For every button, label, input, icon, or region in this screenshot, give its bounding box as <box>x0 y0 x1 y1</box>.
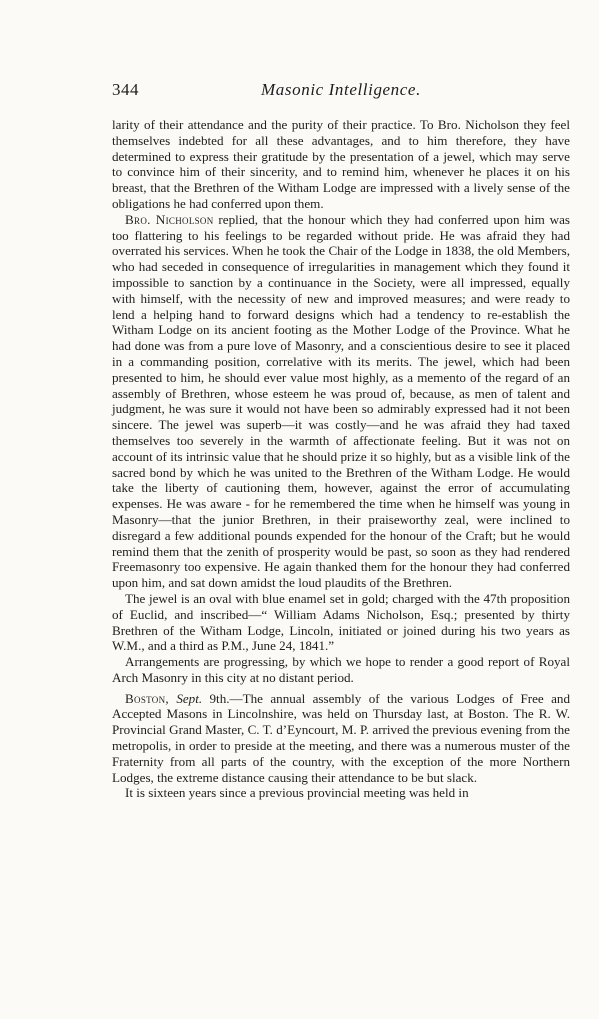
place-heading: Boston, <box>125 690 169 706</box>
paragraph-5 <box>112 691 570 786</box>
speaker-name: Bro. Nicholson <box>125 211 214 227</box>
body-text <box>112 117 570 801</box>
paragraph-2-text: replied, that the honour which they had conferred upon him was too flattering to his feelings to be regarded without pride. He was afraid they had overrated his services. When he took the Chair of the Lodge in 1838, the old Members, who had seceded in consequence of irregularities in management which they found it impossible to sanction by a continuance in the Society, were all impressed, equally with himself, with the necessity of new and improved measures; and were ready to lend a helping hand to forward designs which had a tendency to re-establish the Witham Lodge on its ancient footing as the Mother Lodge of the Province. What he had done was from a pure love of Masonry, and a conscientious desire to see it placed in a commanding position, correlative with its merits. The jewel, which had been presented to him, he should ever value most highly, as a memento of the regard of an assembly of Brethren, whose esteem he was proud of, because, as men of talent and judgment, he was sure it would not have been so admirably expressed had it not been sincere. The jewel was superb—it was costly—and he was afraid they had taxed themselves too severely in the warmth of affectionate feeling. But it was not on account of its intrinsic value that he should prize it so highly, but as a visible link of the sacred bond by which he was united to the Brethren of the Witham Lodge. He would take the liberty of cautioning them, however, against the error of accumulating expenses. He was aware - for he remembered the time when he himself was young in Masonry—that the junior Brethren, in their praiseworthy zeal, were inclined to disregard a few additional pounds expended for the honour of the Craft; but he would remind them that the zenith of prosperity would be past, so soon as they had rendered Freemasonry too expensive. He again thanked them for the honour they had conferred upon him, and sat down amidst the loud plaudits of the Brethren. <box>112 211 570 591</box>
paragraph-4: Arrangements are progressing, by which we hope to render a good report of Royal Arch Masonry in this city at no distant period. <box>112 654 570 685</box>
paragraph-2 <box>112 212 570 591</box>
page-number: 344 <box>112 80 139 99</box>
paragraph-1: larity of their attendance and the purity of their practice. To Bro. Nicholson they feel themselves indebted for all these advantages, and to him therefore, they have determined to express their gratitude by the presentation of a jewel, which may serve to convince him of their sincerity, and to remind him, whenever he places it on his breast, that the Brethren of the Witham Lodge are impressed with a lively sense of the obligations he had conferred upon them. <box>112 117 570 211</box>
paragraph-3: The jewel is an oval with blue enamel set in gold; charged with the 47th proposition of Euclid, and inscribed—“ William Adams Nicholson, Esq.; presented by thirty Brethren of the Witham Lodge, Lincoln, initiated or joined during his two years as W.M., and a third as P.M., June 24, 1841.” <box>112 590 570 654</box>
paragraph-5-text: 9th.—The annual assembly of the various Lodges of Free and Accepted Masons in Lincolnshire, was held on Thursday last, at Boston. The R. W. Provincial Grand Master, C. T. d’Eyncourt, M. P. arrived the previous evening from the metropolis, in order to preside at the meeting, and there was a numerous muster of the Fraternity from all parts of the country, with the exception of the more Northern Lodges, the extreme distance causing their attendance to be but slack. <box>112 690 570 785</box>
running-title: Masonic Intelligence. <box>261 80 421 99</box>
paragraph-6: It is sixteen years since a previous provincial meeting was held in <box>125 785 469 801</box>
date-month: Sept. <box>168 690 203 706</box>
running-head <box>112 80 570 104</box>
